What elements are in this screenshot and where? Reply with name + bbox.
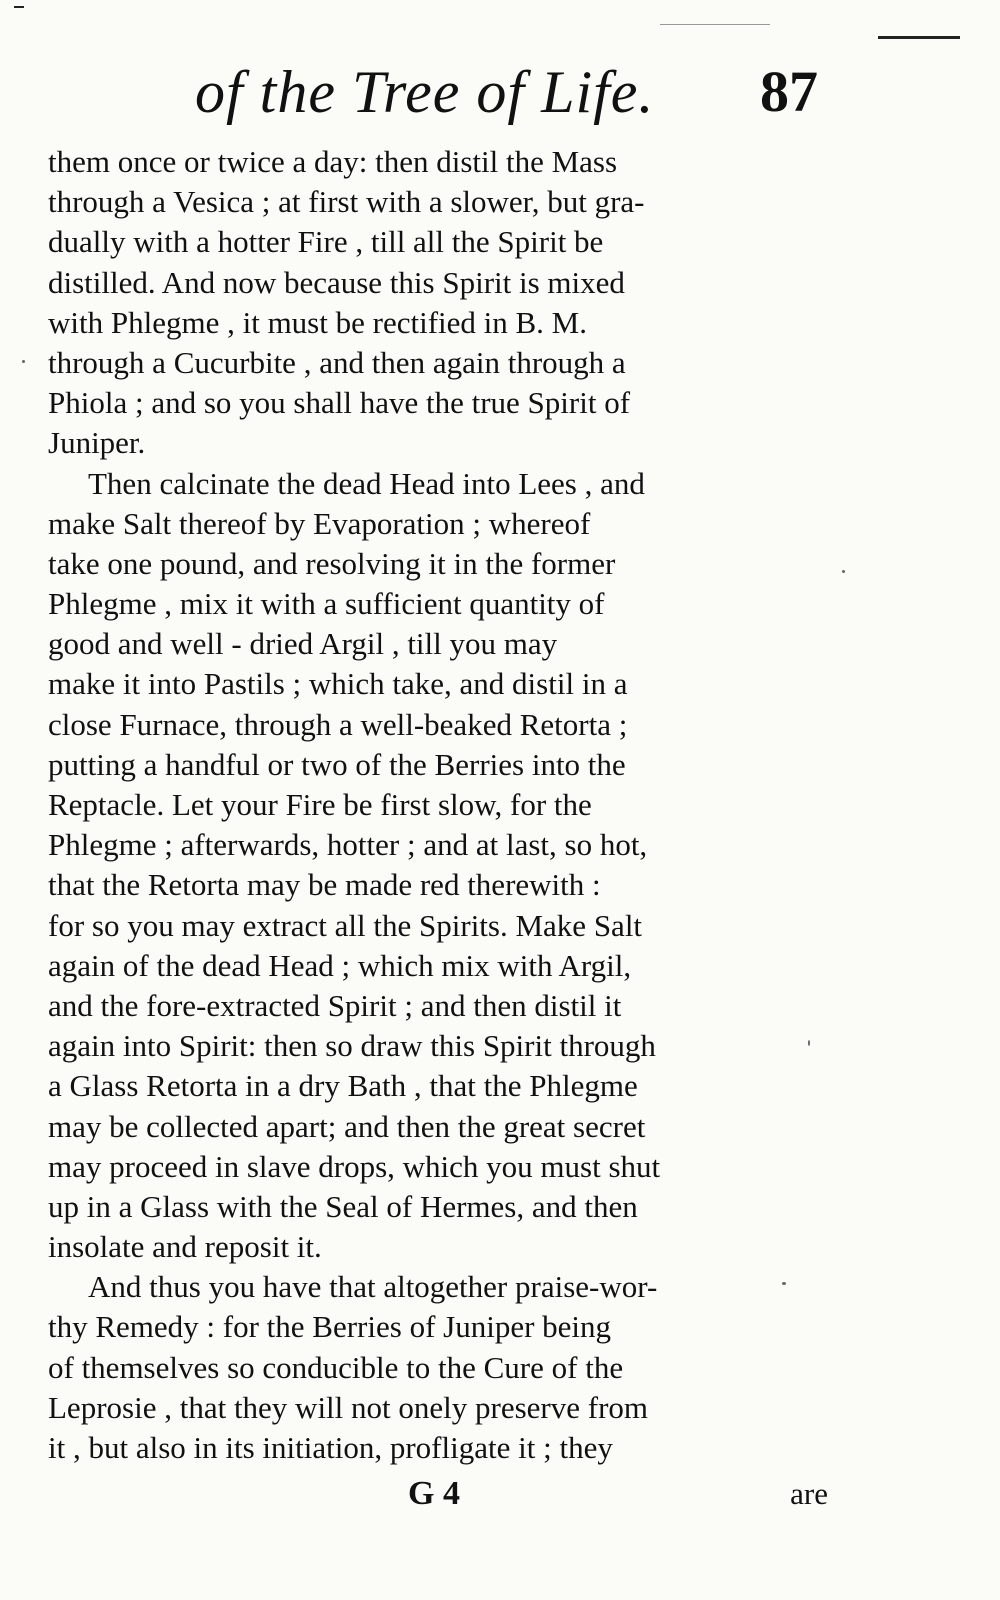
- text-line: for so you may extract all the Spirits. Make Salt: [48, 907, 643, 943]
- text-line: through a Vesica ; at first with a slower, but gra-: [48, 184, 645, 220]
- ink-speck: [842, 570, 845, 573]
- text-line: with Phlegme , it must be rectified in B. M.: [48, 304, 587, 340]
- text-line: again of the dead Head ; which mix with Argil,: [48, 947, 632, 983]
- text-line: again into Spirit: then so draw this Spirit through: [48, 1028, 656, 1064]
- paragraph-start-line: Then calcinate the dead Head into Lees , and: [88, 465, 645, 501]
- ink-speck: [808, 1040, 810, 1046]
- paragraph-start-line: And thus you have that altogether praise-wor-: [88, 1269, 658, 1305]
- page-footer: [48, 1474, 828, 1514]
- text-line: that the Retorta may be made red therewith :: [48, 867, 601, 903]
- text-line: Phlegme , mix it with a sufficient quantity of: [48, 586, 605, 622]
- text-line: make Salt thereof by Evaporation ; whereof: [48, 505, 591, 541]
- text-line: Reptacle. Let your Fire be first slow, for the: [48, 787, 592, 822]
- text-line: good and well - dried Argil , till you may: [48, 626, 558, 662]
- ink-speck: [22, 360, 25, 363]
- text-line: a Glass Retorta in a dry Bath , that the Phlegme: [48, 1068, 638, 1104]
- text-line: Juniper.: [48, 425, 146, 461]
- text-line: through a Cucurbite , and then again through a: [48, 344, 626, 380]
- corner-mark: [14, 6, 24, 8]
- signature-mark: G 4: [408, 1475, 460, 1512]
- text-line: take one pound, and resolving it in the former: [48, 545, 616, 581]
- body-text: [48, 142, 828, 1468]
- text-line: Leprosie , that they will not onely preserve from: [48, 1389, 649, 1425]
- page-header: [195, 52, 835, 132]
- text-line: dually with a hotter Fire , till all the Spirit be: [48, 224, 604, 260]
- text-line: it , but also in its initiation, profligate it ; they: [48, 1430, 613, 1465]
- text-line: and the fore-extracted Spirit ; and then distil it: [48, 987, 622, 1023]
- text-line: make it into Pastils ; which take, and distil in a: [48, 666, 628, 702]
- text-line: up in a Glass with the Seal of Hermes, and then: [48, 1188, 638, 1224]
- ink-speck: [782, 1282, 786, 1285]
- text-line: putting a handful or two of the Berries into the: [48, 746, 626, 782]
- text-line: close Furnace, through a well-beaked Retorta ;: [48, 706, 628, 742]
- catchword: are: [790, 1476, 828, 1511]
- text-line: Phlegme ; afterwards, hotter ; and at last, so hot,: [48, 827, 648, 863]
- running-title: of the Tree of Life.: [195, 59, 655, 125]
- text-line: of themselves so conducible to the Cure of the: [48, 1349, 624, 1385]
- text-line: distilled. And now because this Spirit is mixed: [48, 264, 625, 300]
- page-number: 87: [760, 59, 818, 124]
- text-line: thy Remedy : for the Berries of Juniper being: [48, 1309, 612, 1345]
- text-line: may proceed in slave drops, which you must shut: [48, 1148, 661, 1184]
- text-line: them once or twice a day: then distil the Mass: [48, 144, 618, 179]
- text-line: may be collected apart; and then the great secret: [48, 1108, 646, 1144]
- top-faint-rule: [660, 24, 770, 25]
- top-rule: [878, 36, 960, 39]
- text-line: Phiola ; and so you shall have the true Spirit of: [48, 385, 631, 421]
- text-line: insolate and reposit it.: [48, 1229, 322, 1265]
